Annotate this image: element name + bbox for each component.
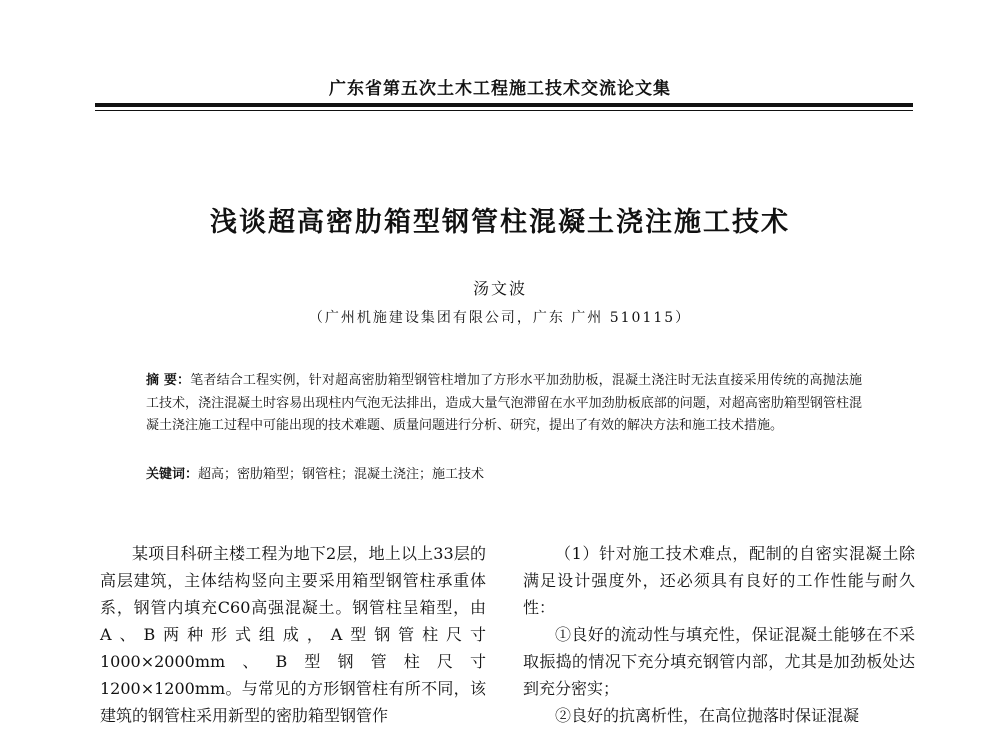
keywords-text: 超高；密肋箱型；钢管柱；混凝土浇注；施工技术: [198, 467, 485, 482]
abstract-text: 笔者结合工程实例，针对超高密肋箱型钢管柱增加了方形水平加劲肋板，混凝土浇注时无法直接采用传统的高抛法施工技术，浇注混凝土时容易出现柱内气泡无法排出，造成大量气泡滞留在水平加劲肋板底部的问题，对超高密肋箱型钢管柱混凝土浇注施工过程中可能出现的技术难题、质量问题进行分析、研究，提出了有效的解决方法和施工技术措施。: [146, 373, 862, 433]
body-paragraph: ②良好的抗离析性，在高位抛落时保证混凝: [555, 706, 860, 725]
abstract: [146, 370, 862, 438]
body-paragraph: （1）针对施工技术难点，配制的自密实混凝土除满足设计强度外，还必须具有良好的工作性能与耐久性：: [523, 544, 915, 617]
article-author: 汤文波: [472, 279, 527, 298]
header-rule-thin: [95, 110, 913, 111]
body-paragraph: 某项目科研主楼工程为地下2层，地上以上33层的高层建筑，主体结构竖向主要采用箱型钢管柱承重体系，钢管内填充C60高强混凝土。钢管柱呈箱型，由A、B两种形式组成，A型钢管柱尺寸1000×2000mm、B型钢管柱尺寸1200×1200mm。与常见的方形钢管柱有所不同，该建筑的钢管柱采用新型的密肋箱型钢管作: [100, 544, 486, 725]
header-rule-thick: [95, 103, 913, 107]
article-title: 浅谈超高密肋箱型钢管柱混凝土浇注施工技术: [210, 207, 790, 238]
keywords-label: 关键词：: [146, 467, 199, 482]
keywords: [146, 464, 862, 486]
author-affiliation: （广州机施建设集团有限公司，广东 广州 510115）: [308, 310, 692, 326]
abstract-label: 摘 要：: [146, 373, 191, 388]
body-column-right: [523, 540, 915, 729]
body-column-left: [100, 540, 486, 729]
body-paragraph: ①良好的流动性与填充性，保证混凝土能够在不采取振捣的情况下充分填充钢管内部，尤其是加劲板处达到充分密实；: [523, 625, 915, 698]
running-header: 广东省第五次土木工程施工技术交流论文集: [329, 79, 671, 99]
